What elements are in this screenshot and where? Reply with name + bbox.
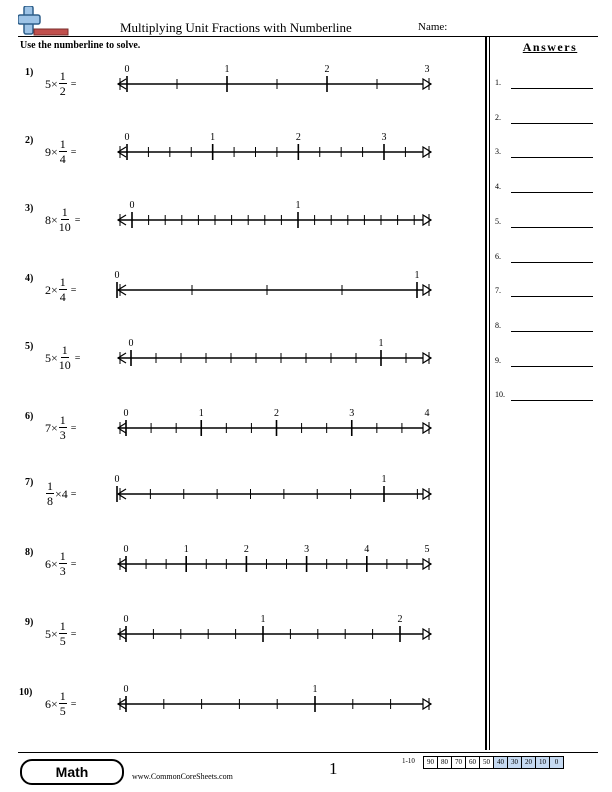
tick-label: 0 [124,132,130,143]
fraction-denominator: 8 [47,494,53,508]
answer-label-8: 8. [495,320,501,330]
tick-label: 5 [424,544,430,555]
problem-number-10: 10) [19,687,33,698]
tick-label: 2 [324,64,330,75]
fraction-denominator: 3 [59,564,66,578]
fraction-denominator: 2 [59,84,66,98]
fraction-numerator: 1 [59,275,66,289]
score-box-10: 10 [535,756,550,769]
answer-label-2: 2. [495,112,501,122]
right-arrow-icon [423,353,431,363]
times-sign: × [51,212,58,227]
fraction-numerator: 1 [61,343,68,357]
whole-number: 8 [45,212,51,227]
tick-label: 1 [210,132,216,143]
equals-sign: = [70,698,77,710]
tick-label: 3 [304,544,310,555]
tick-label: 0 [114,474,120,485]
score-box-90: 90 [423,756,438,769]
site-url[interactable]: www.CommonCoreSheets.com [132,772,233,781]
times-sign: × [51,556,58,571]
problem-number-1: 1) [25,67,34,78]
problem-number-6: 6) [25,411,34,422]
times-sign: × [51,76,58,91]
tick-label: 4 [364,544,370,555]
tick-label: 2 [243,544,249,555]
fraction-numerator: 1 [47,479,53,493]
fraction-denominator: 4 [59,290,66,304]
answer-label-9: 9. [495,355,501,365]
fraction-denominator: 10 [58,358,71,372]
fraction-numerator: 1 [59,549,66,563]
whole-number: 9 [45,144,51,159]
equals-sign: = [70,284,77,296]
tick-label: 0 [123,544,129,555]
problem-number-5: 5) [25,341,34,352]
tick-label: 1 [260,614,266,625]
tick-label: 0 [129,200,135,211]
tick-label: 1 [295,200,301,211]
name-label: Name: [418,21,448,33]
equals-sign: = [70,422,77,434]
tick-label: 0 [124,64,130,75]
right-arrow-icon [423,423,431,433]
tick-label: 3 [349,408,355,419]
tick-label: 3 [381,132,387,143]
tick-label: 2 [397,614,403,625]
tick-label: 1 [183,544,189,555]
fraction-numerator: 1 [59,689,66,703]
times-sign: × [51,626,58,641]
right-arrow-icon [423,559,431,569]
score-range-label: 1-10 [402,757,415,765]
answer-label-10: 10. [495,390,505,400]
times-sign: × [55,486,62,501]
fraction-denominator: 3 [59,428,66,442]
whole-number: 5 [45,626,51,641]
tick-label: 1 [312,684,318,695]
tick-label: 0 [123,684,129,695]
tick-label: 2 [274,408,279,419]
right-arrow-icon [423,629,431,639]
fraction-numerator: 1 [59,69,66,83]
score-box-70: 70 [451,756,466,769]
answers-title: Answers [522,40,578,54]
times-sign: × [51,420,58,435]
problem-number-9: 9) [25,617,34,628]
equals-sign: = [70,488,77,500]
equals-sign: = [70,558,77,570]
problem-number-2: 2) [25,135,34,146]
equals-sign: = [70,78,77,90]
tick-label: 3 [424,64,430,75]
answer-label-3: 3. [495,147,501,157]
fraction-numerator: 1 [59,413,66,427]
problem-number-4: 4) [25,273,34,284]
answer-label-5: 5. [495,216,501,226]
problem-number-8: 8) [25,547,34,558]
score-table [424,756,564,769]
tick-label: 1 [378,338,384,349]
fraction-denominator: 4 [59,152,66,166]
score-box-50: 50 [479,756,494,769]
tick-label: 0 [123,614,129,625]
score-box-80: 80 [437,756,452,769]
tick-label: 1 [198,408,204,419]
whole-number: 6 [45,696,51,711]
score-box-20: 20 [521,756,536,769]
instructions: Use the numberline to solve. [20,40,141,51]
whole-number: 7 [45,420,51,435]
answer-label-4: 4. [495,182,501,192]
tick-label: 1 [224,64,230,75]
answer-label-1: 1. [495,78,501,87]
right-arrow-icon [423,699,431,709]
times-sign: × [51,350,58,365]
whole-number: 2 [45,282,51,297]
whole-number: 5 [45,350,51,365]
tick-label: 0 [128,338,134,349]
tick-label: 1 [414,270,420,281]
answer-label-6: 6. [495,251,501,261]
right-arrow-icon [423,489,431,499]
problem-number-7: 7) [25,477,34,488]
equals-sign: = [74,352,81,364]
right-arrow-icon [423,147,431,157]
right-arrow-icon [423,285,431,295]
right-arrow-icon [423,215,431,225]
tick-label: 4 [424,408,430,419]
right-arrow-icon [423,79,431,89]
fraction-denominator: 10 [58,220,71,234]
tick-label: 0 [123,408,129,419]
tick-label: 1 [381,474,387,485]
footer-divider [18,752,598,753]
problem-number-3: 3) [25,203,34,214]
equals-sign: = [74,214,81,226]
times-sign: × [51,696,58,711]
fraction-numerator: 1 [59,619,66,633]
fraction-denominator: 5 [59,634,66,648]
times-sign: × [51,144,58,159]
times-sign: × [51,282,58,297]
score-box-0: 0 [549,756,564,769]
whole-number: 5 [45,76,51,91]
answer-label-7: 7. [495,286,501,296]
whole-number: 4 [61,486,68,501]
whole-number: 6 [45,556,51,571]
equals-sign: = [70,628,77,640]
score-box-30: 30 [507,756,522,769]
tick-label: 0 [114,270,120,281]
page-number: 1 [329,759,338,778]
tick-label: 2 [295,132,301,143]
score-box-60: 60 [465,756,480,769]
fraction-denominator: 5 [59,704,66,718]
math-badge: Math [20,759,124,785]
fraction-numerator: 1 [61,205,68,219]
score-box-40: 40 [493,756,508,769]
equals-sign: = [70,146,77,158]
worksheet-title: Multiplying Unit Fractions with Numberline [120,20,352,35]
fraction-numerator: 1 [59,137,66,151]
